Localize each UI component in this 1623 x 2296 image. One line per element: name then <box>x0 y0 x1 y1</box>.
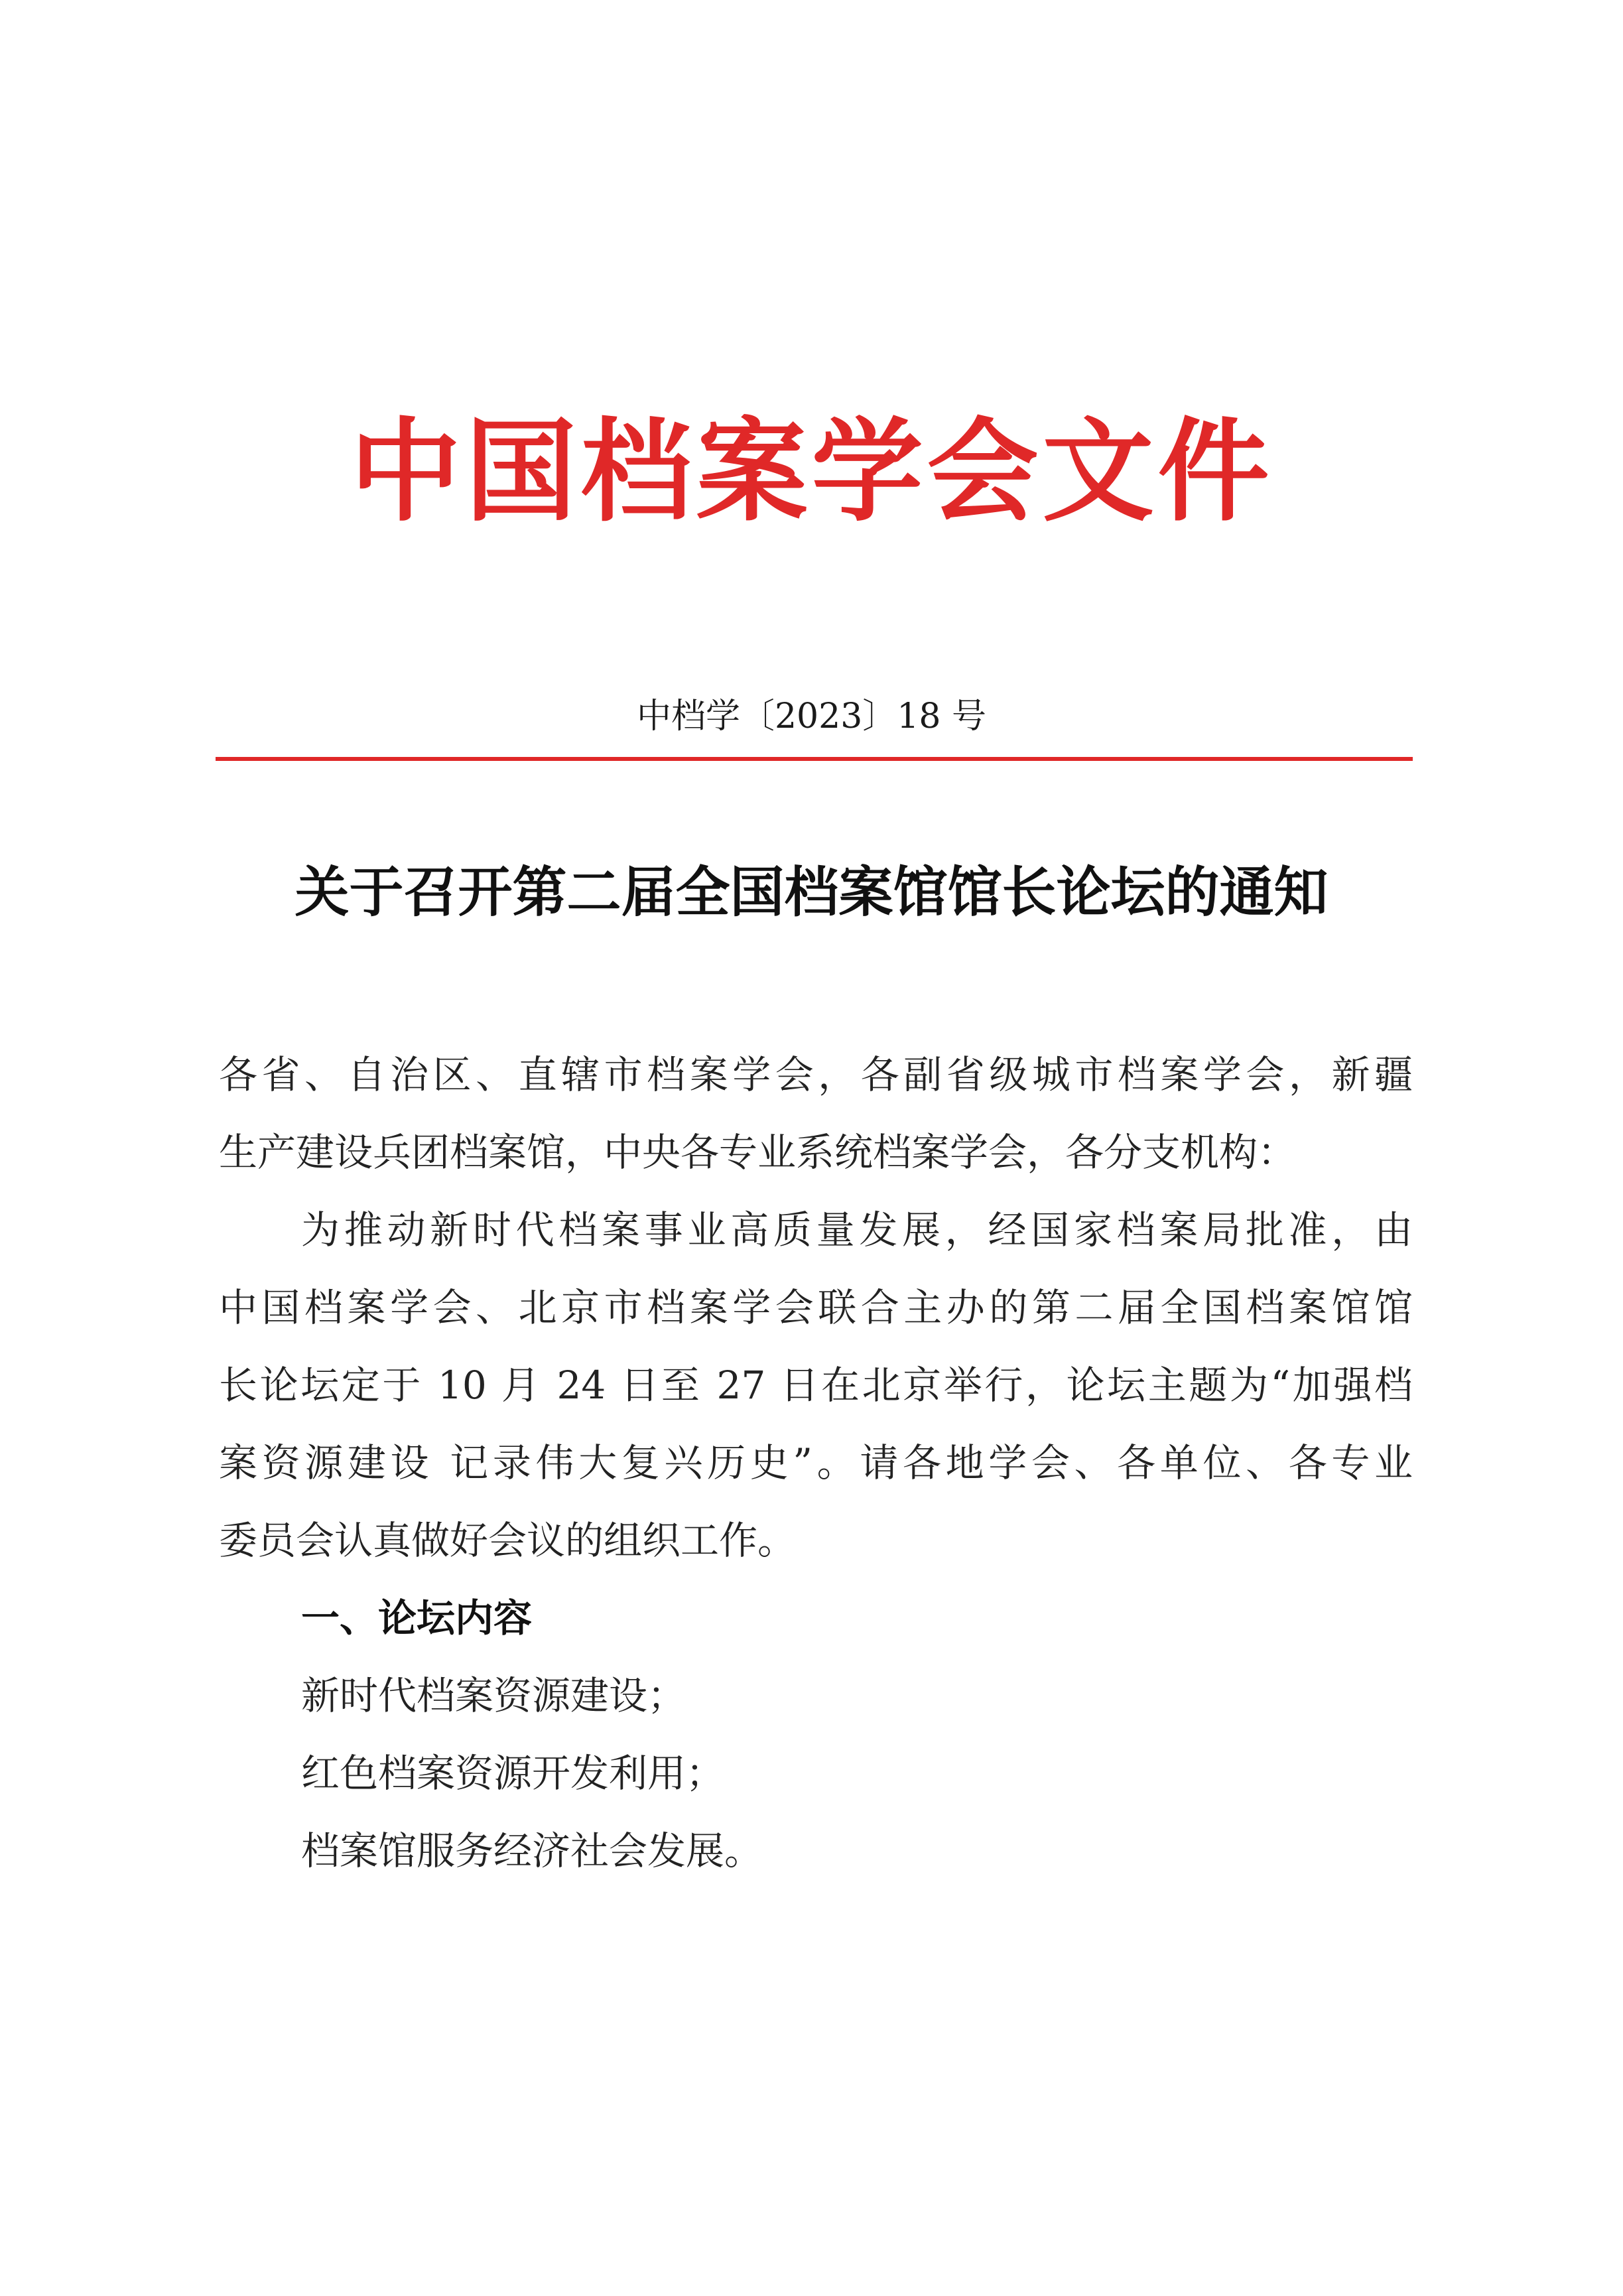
section-heading: 一、论坛内容 <box>301 1595 533 1641</box>
red-divider-line <box>216 757 1413 761</box>
paragraph-line: 为推动新时代档案事业高质量发展，经国家档案局批准，由 <box>301 1207 1413 1252</box>
topic-item: 红色档案资源开发利用； <box>301 1751 725 1796</box>
topic-item: 档案馆服务经济社会发展。 <box>301 1828 763 1873</box>
topic-item: 新时代档案资源建设； <box>301 1673 686 1718</box>
addressee-line: 各省、自治区、直辖市档案学会，各副省级城市档案学会，新疆 <box>219 1052 1413 1097</box>
addressee-line: 生产建设兵团档案馆，中央各专业系统档案学会，各分支机构： <box>219 1130 1297 1175</box>
paragraph-line: 中国档案学会、北京市档案学会联合主办的第二届全国档案馆馆 <box>219 1285 1413 1330</box>
masthead-title: 中国档案学会文件 <box>350 405 1273 537</box>
paragraph-line: 案资源建设 记录伟大复兴历史”。请各地学会、各单位、各专业 <box>219 1440 1413 1485</box>
paragraph-line: 委员会认真做好会议的组织工作。 <box>219 1518 797 1563</box>
notice-title: 关于召开第二届全国档案馆馆长论坛的通知 <box>294 860 1329 924</box>
notice-body <box>219 1036 1413 1890</box>
document-number: 中档学〔2023〕18 号 <box>636 697 987 736</box>
paragraph-line: 长论坛定于 10 月 24 日至 27 日在北京举行，论坛主题为“加强档 <box>219 1363 1413 1408</box>
